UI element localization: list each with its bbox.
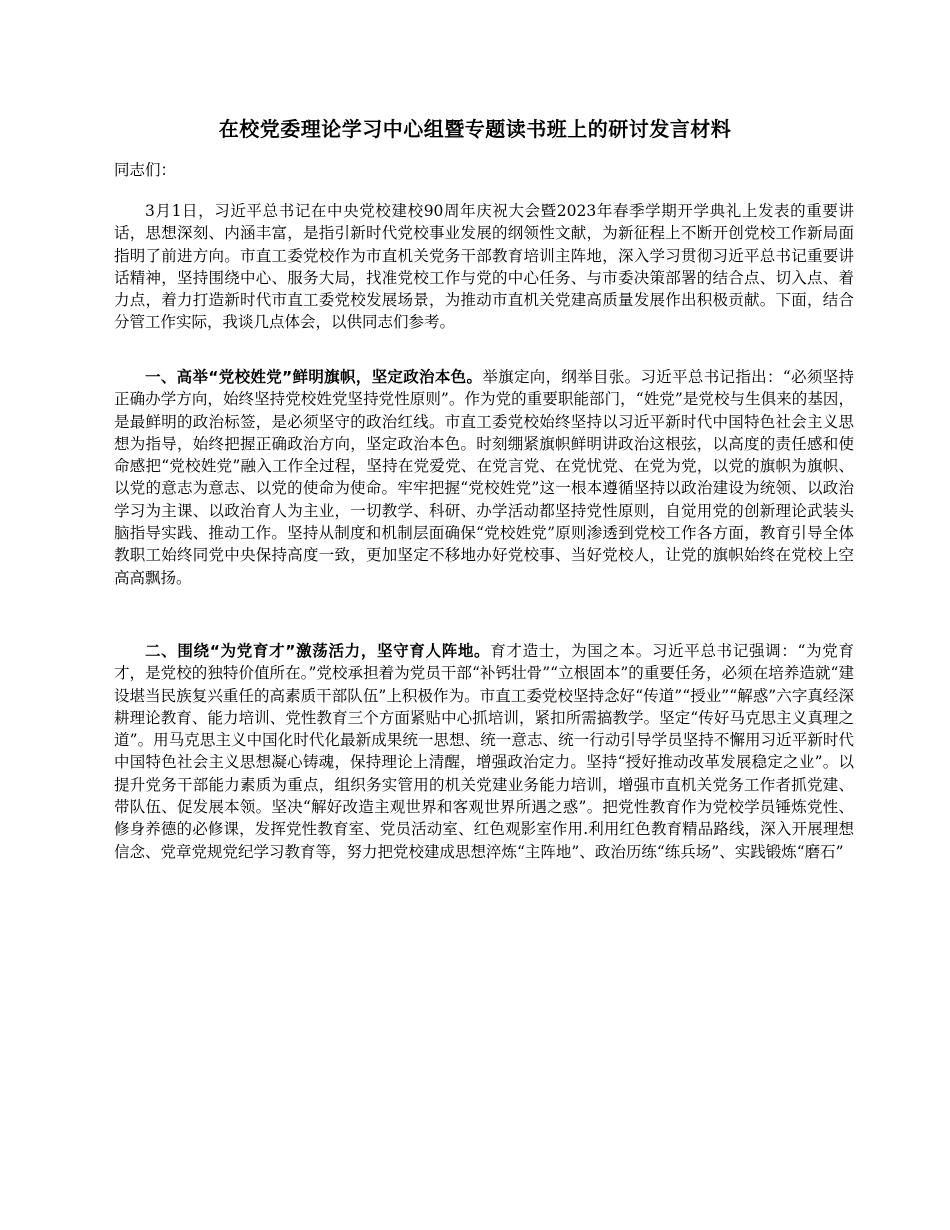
section-1-heading: 一、高举“党校姓党”鲜明旗帜，坚定政治本色。 <box>145 368 483 386</box>
section-1-body: 举旗定向，纲举目张。习近平总书记指出：“必须坚持正确办学方向，始终坚持党校姓党坚持党性原则”。作为党的重要职能部门，“姓党”是党校与生俱来的基因，是最鲜明的政治标签，是必须坚守的政治红线。市直工委党校始终坚持以习近平新时代中国特色社会主义思想为指导，始终把握正确政治方向，坚定政治本色。时刻绷紧旗帜鲜明讲政治这根弦，以高度的责任感和使命感把“党校姓党”融入工作全过程，坚持在党爱党、在党言党、在党忧党、在党为党，以党的旗帜为旗帜、以党的意志为意志、以党的使命为使命。牢牢把握“党校姓党”这一根本遵循坚持以政治建设为统领、以政治学习为主课、以政治育人为主业，一切教学、科研、办学活动都坚持党性原则，自觉用党的创新理论武装头脑指导实践、推动工作。坚持从制度和机制层面确保“党校姓党”原则渗透到党校工作各方面，教育引导全体教职工始终同党中央保持高度一致，更加坚定不移地办好党校事、当好党校人，让党的旗帜始终在党校上空高高飘扬。 <box>114 368 854 587</box>
section-1-paragraph <box>114 366 854 589</box>
section-2-body: 育才造士，为国之本。习近平总书记强调：“为党育才，是党校的独特价值所在。”党校承担着为党员干部“补钙壮骨”“立根固本”的重要任务，必须在培养造就“建设堪当民族复兴重任的高素质干部队伍”上积极作为。市直工委党校坚持念好“传道”“授业”“解惑”六字真经深耕理论教育、能力培训、党性教育三个方面紧贴中心抓培训，紧扣所需搞教学。坚定“传好马克思主义真理之道”。用马克思主义中国化时代化最新成果统一思想、统一意志、统一行动引导学员坚持不懈用习近平新时代中国特色社会主义思想凝心铸魂，保持理论上清醒，增强政治定力。坚持“授好推动改革发展稳定之业”。以提升党务干部能力素质为重点，组织务实管用的机关党建业务能力培训，增强市直机关党务工作者抓党建、带队伍、促发展本领。坚决“解好改造主观世界和客观世界所遇之惑”。把党性教育作为党校学员锤炼党性、修身养德的必修课，发挥党性教育室、党员活动室、红色观影室作用.利用红色教育精品路线，深入开展理想信念、党章党规党纪学习教育等，努力把党校建成思想淬炼“主阵地”、政治历练“练兵场”、实践锻炼“磨石” <box>114 642 854 861</box>
section-2-paragraph <box>114 640 854 863</box>
document-title: 在校党委理论学习中心组暨专题读书班上的研讨发言材料 <box>218 117 732 141</box>
intro-paragraph: 3月1日，习近平总书记在中央党校建校90周年庆祝大会暨2023年春季学期开学典礼上发表的重要讲话，思想深刻、内涵丰富，是指引新时代党校事业发展的纲领性文献，为新征程上不断开创党校工作新局面指明了前进方向。市直工委党校作为市直机关党务干部教育培训主阵地，深入学习贯彻习近平总书记重要讲话精神，坚持围绕中心、服务大局，找准党校工作与党的中心任务、与市委决策部署的结合点、切入点、着力点，着力打造新时代市直工委党校发展场景，为推动市直机关党建高质量发展作出积极贡献。下面，结合分管工作实际，我谈几点体会，以供同志们参考。 <box>114 202 854 332</box>
section-2-heading: 二、围绕“为党育才”激荡活力，坚守育人阵地。 <box>145 642 491 660</box>
greeting: 同志们： <box>114 161 177 179</box>
